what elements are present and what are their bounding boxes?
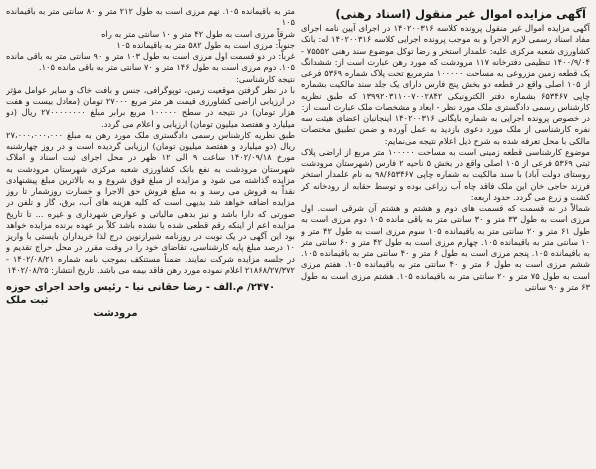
left-para-4: غرباً: در دو قسمت اول مرزی است به طول ۱۰۳ متر و ۹۰ سانتی متر به باقی مانده ۱۰۵. دوم مرزی است به طول ۱۴۶ متر و ۷۰ سانتی متر به باقی مانده ۱۰۵. xyxy=(6,51,295,73)
notice-title: آگهی مزایده اموال غیر منقول (اسناد رهنی) xyxy=(335,7,586,21)
notice-left-column xyxy=(6,6,295,465)
signature-line-city: مرودشت xyxy=(93,308,138,319)
right-para-4: شمالاً در نه قسمت که قسمت های دوم و هشتم و هشتم آن شرقی است. اول مرزی است به طول ۳۳ متر و ۳۰ سانتی متر به باقی مانده ۱۰۵ دوم مرزی است به طول ۶۱ متر و ۲۰ سانتی متر به باقیمانده ۱۰۵ سوم مرزی است به طول ۴۲ متر و ۱۰ سانتی متر به باقیمانده ۱۰۵. چهارم مرزی است به طول ۴۲ متر و ۶۰ سانتی متر به باقیمانده ۱۰۵. پنجم مرزی است به طول ۶ متر و ۴۰ سانتی متر به باقیمانده ۱۰۵. ششم مرزی است به طول ۶ متر و ۴۰ سانتی متر به باقیمانده ۱۰۵. هفتم مرزی است به طول ۷۵ متر و ۲۰ سانتی متر به باقیمانده ۱۰۵. هشتم مرزی است به طول ۶۳ متر و ۹۰ سانتی xyxy=(301,203,590,292)
right-para-2: در خصوص پرونده اجرایی به شماره بایگانی ۱۴۰۲۰۰۳۱۶ اینجانبان اعضای هیئت سه نفره کارشناسی از ملک مورد دعوی بازدید به عمل آورده و ضمن تطبیق مختصات مالکی با محل تعرفه شده به شرح ذیل اعلام نتیجه می‌نمایم: xyxy=(301,113,590,146)
right-para-1: آگهی مزایده اموال غیر منقول پرونده کلاسه ۱۴۰۲۰۰۳۱۶ در اجرای آیین نامه اجرای مفاد اسناد رسمی لازم الاجرا و به موجب پرونده اجرایی کلاسه ۱۴۰۲۰۰۳۱۶ له: بانک کشاورزی شعبه مرکزی علیه: علمدار استخر و رضا توکل موضوع سند رهنی ۷۵۵۵۲ - ۱۴۰۰/۹/۰۴ تنظیمی دفترخانه ۱۱۷ مرودشت که مورد رهن عبارت است از: ششدانگ یک قطعه زمین مزروعی به مساحت ۱۰۰۰۰۰ مترمربع تحت پلاک شماره ۵۳۶۹ فرعی از ۱۰۵ اصلی واقع در قطعه دو بخش پنج فارس دارای یک جلد سند مالکیت بشماره چاپی ۶۵۳۴۶۷ بشماره دفتر الکترونیکی ۱۳۹۹۲۰۳۱۱۰۰۷۰۰۲۸۴۲ که طبق نظریه کارشناس رسمی دادگستری ملک مورد نظر - ابعاد و مشخصات ملک عبارت است از: xyxy=(301,23,590,112)
notice-right-column xyxy=(301,6,590,465)
signature-line: ۲۴۷۰/ م.الف - رضا حقانی نیا - رئیس واحد اجرای حوزه ثبت ملک xyxy=(6,282,276,306)
left-para-2: شرقاً مرزی است به طول ۴۲ متر و ۱۰ سانتی متر به راه xyxy=(101,28,295,39)
left-para-5: نتیجه کارشناسی: xyxy=(236,73,295,84)
right-para-3: موضوع کارشناسی قطعه زمینی است به مساحت ۱۰۰۰۰۰ متر مربع از اراضی پلاک ثبتی ۵۳۶۹ فرعی از ۱۰۵ اصلی واقع در بخش ۵ ناحیه ۲ فارس (شهرستان مرودشت روستای دولت آباد) با سند مالکیت به شماره چاپی ۹۸/۶۵۳۴۶۷ به نام علمدار استخر فرزند حاجی خان این ملک فاقد چاه آب زراعی بوده و توسط حقابه از رودخانه کر کشت و زرع می گردد. حدود اربعه: xyxy=(301,146,590,202)
left-para-7: طبق نظریه کارشناس رسمی دادگستری ملک مورد رهن به مبلغ ۲۷،۰۰۰،۰۰۰،۰۰۰ ریال (دو میلیارد و هفتصد میلیون تومان) ارزیابی گردیده است و در روز چهارشنبه مورخ ۱۴۰۲/۰۹/۱۸ ساعت ۹ الی ۱۲ ظهر در محل اجرای ثبت اسناد و املاک شهرستان مرودشت به نفع بانک کشاورزی شعبه مرکزی شهرستان مرودشت به مزایده گذاشته می شود و مزایده از مبلغ فوق شروع و به بالاترین مبلغ پیشنهادی نقداً به فروش می رسد و به مبلغ فروش حق الاجرا و خسارت روزشمار تا روز مزایده اضافه خواهد شد بدیهی است که کلیه هزینه های آب، برق، گاز و تلفن در صورتی که دارا باشد و نیز بدهی مالیاتی و عوارض شهرداری و غیره ... تا تاریخ مزایده اعم از اینکه رقم قطعی شده یا نشده باشد کلاً بر عهده برنده مزایده خواهد بود این آگهی در یک نوبت در روزنامه شیرازنوین درج لذا خریداران بایستی با واریز ۱۰ درصد مبلغ پایه کارشناسی، تقاضای خود را در وقت مقرر در محل حراج تقدیم و در جلسه مزایده شرکت نمایند. ضمناً مستنکف بموجب نامه شماره ۱۴۰۲/۰۸/۲۱ - ۲۱۸۶۸/۲۷/۳۷۲ اعلام نموده مورد رهن فاقد بیمه می باشد. تاریخ انتشار: ۱۴۰۲/۰۸/۲۵ xyxy=(6,129,295,275)
left-para-6: با در نظر گرفتن موقعیت زمین، توپوگرافی، جنس و بافت خاک و سایر عوامل مؤثر در ارزیابی اراضی کشاورزی قیمت هر متر مربع ۲۷۰۰۰ تومان (معادل بیست و هفت هزار تومان) در نتیجه در سطح ۱۰۰۰۰۰ مربع برابر مبلغ ۲۷۰۰۰۰۰۰۰۰ ریال (دو میلیارد و هفتصد میلیون تومان) ارزیابی و اعلام می گردد. xyxy=(6,84,295,129)
left-para-1: متر به باقیمانده ۱۰۵. نهم مرزی است به طول ۲۱۲ متر و ۸۰ سانتی متر به باقیمانده ۱۰۵ xyxy=(6,6,295,28)
left-para-3: جنوباً: مرزی است به طول ۵۸۲ متر به باقیمانده ۱۰۵ xyxy=(116,39,295,50)
